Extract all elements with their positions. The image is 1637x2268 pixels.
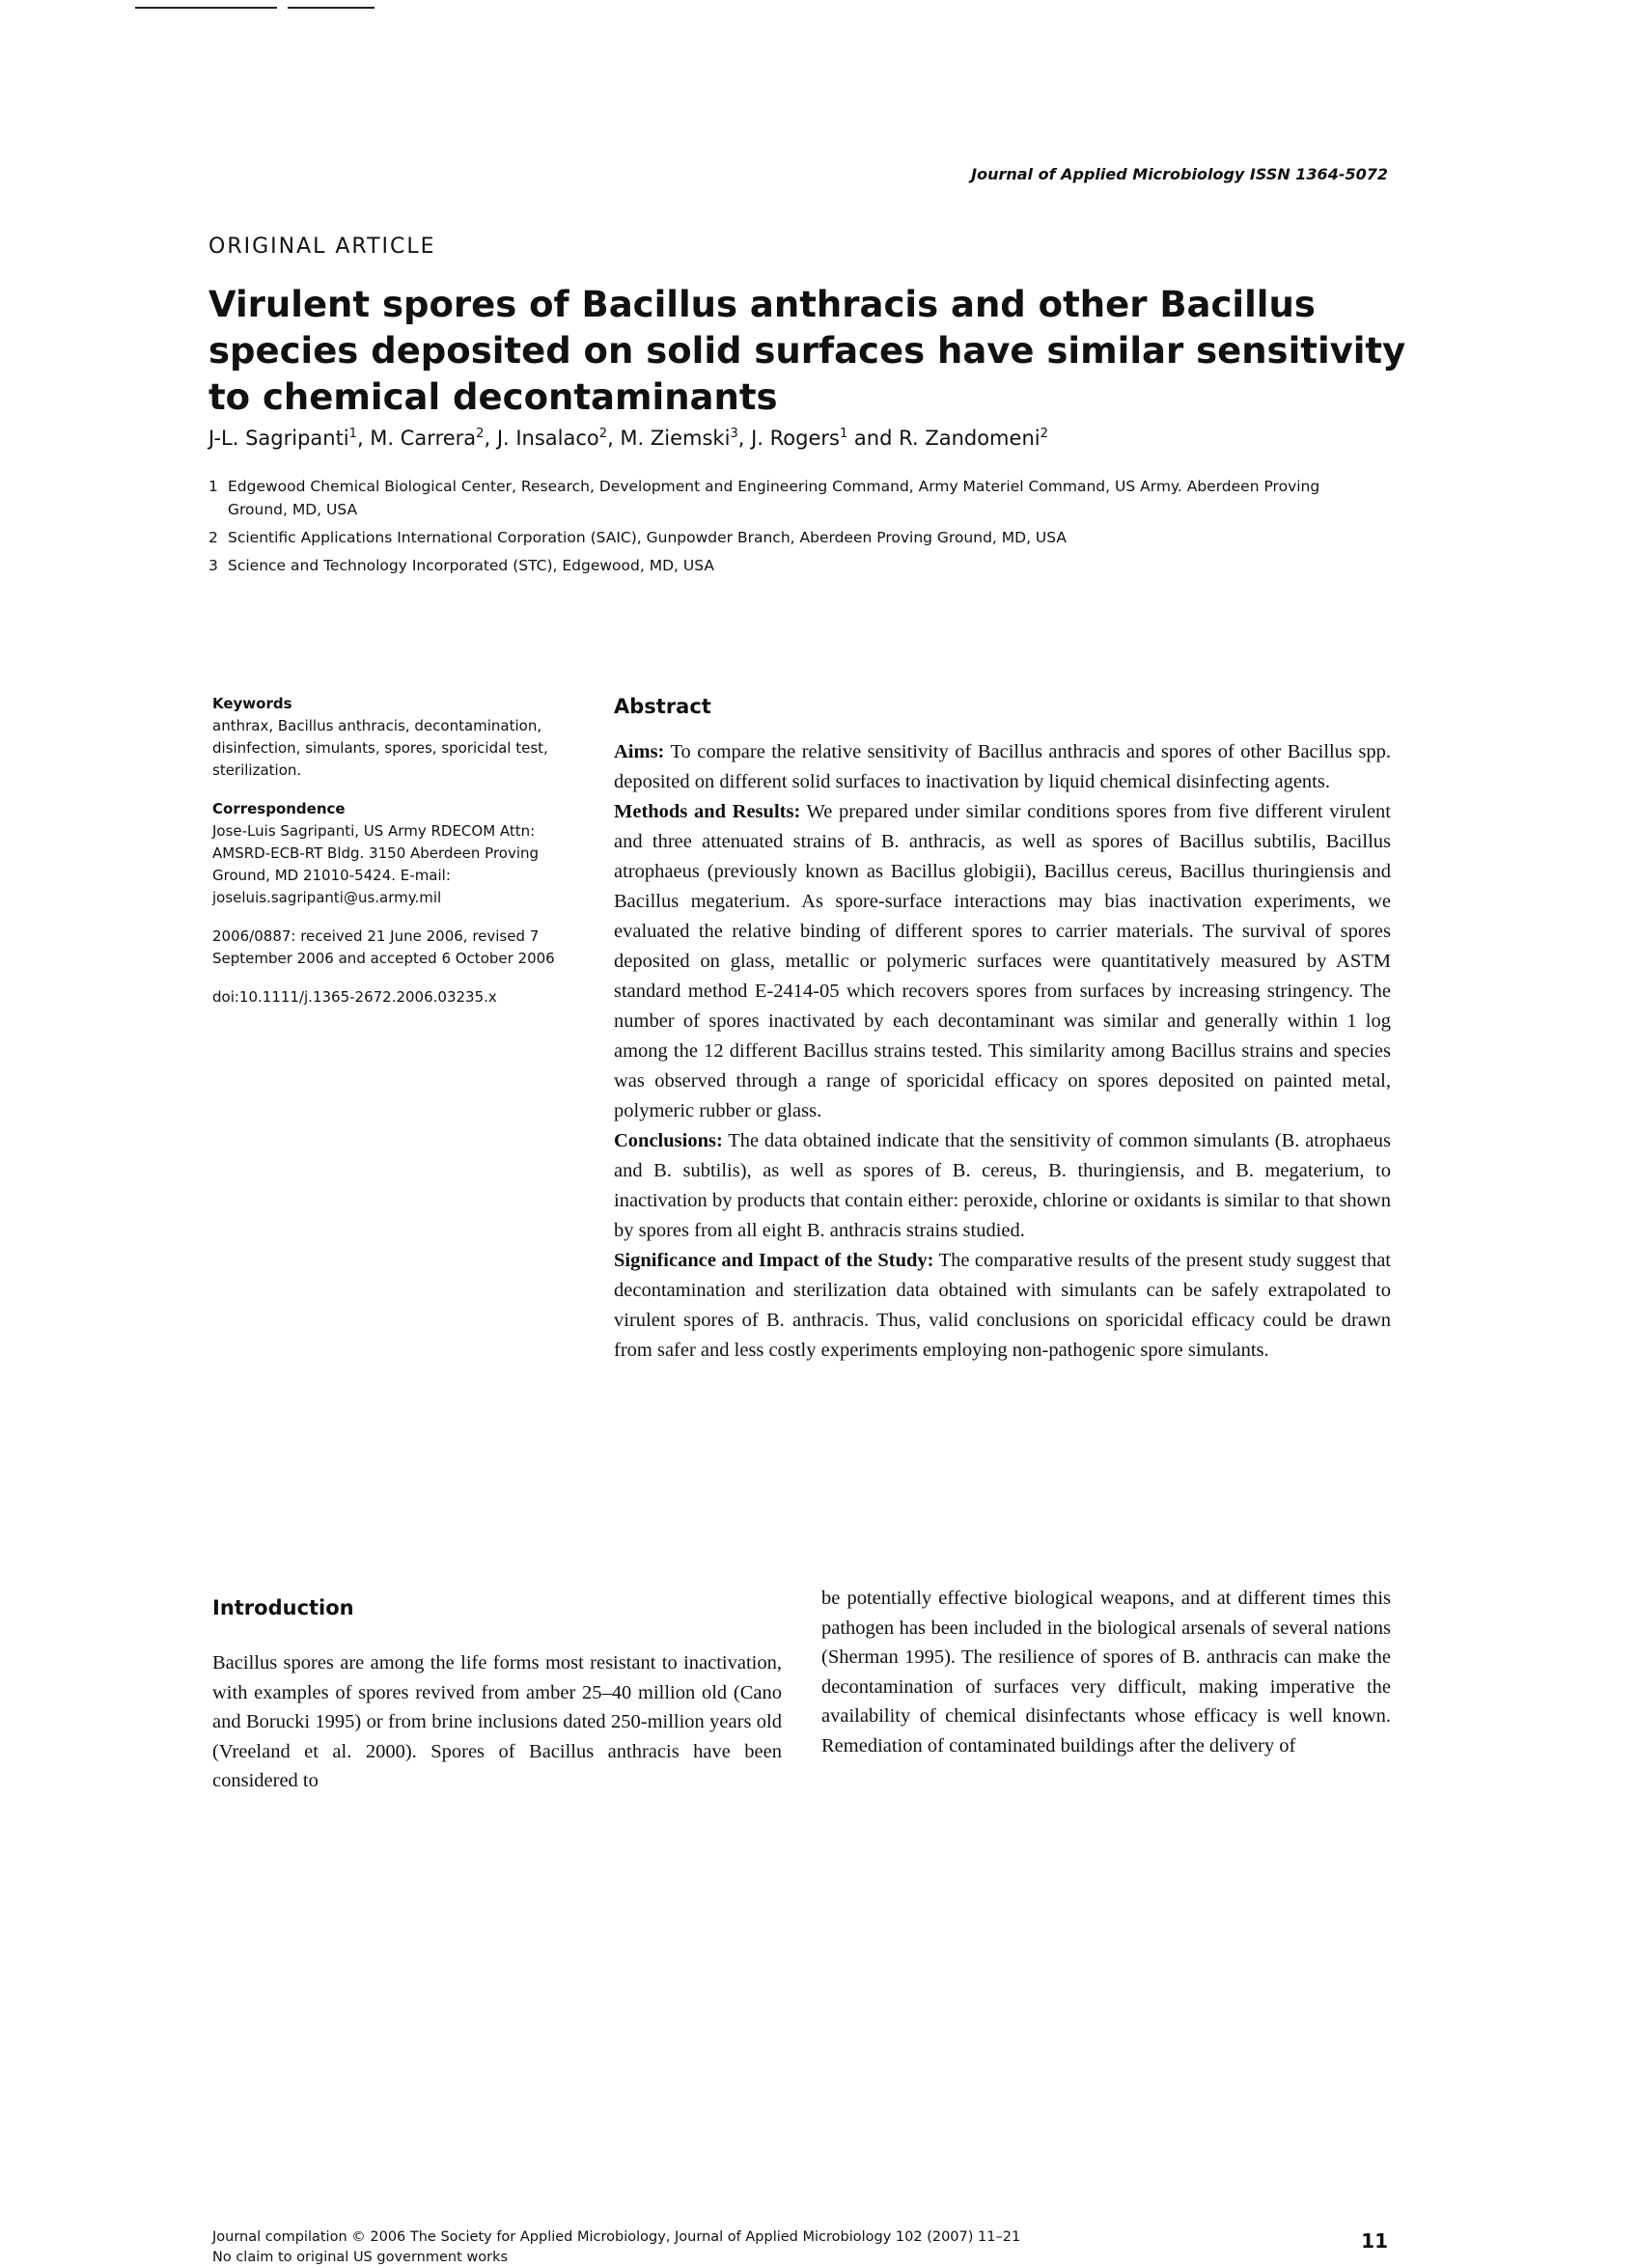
author-affil-mark: 2 bbox=[476, 427, 485, 441]
significance-text: The comparative results of the present study suggest that decontamination and sterilization data obtained with simulants can be safely extrapolated to virulent spores of B. anthracis. Thus, valid conclusions on sporicidal efficacy could be drawn from safer and less costly experiments employing non-pathogenic spore simulants. bbox=[614, 1250, 1391, 1361]
introduction-heading: Introduction bbox=[212, 1596, 354, 1619]
author-affil-mark: 1 bbox=[348, 427, 357, 441]
author-name: J-L. Sagripanti bbox=[208, 427, 349, 450]
conclusions-label: Conclusions: bbox=[614, 1130, 723, 1151]
methods-text: We prepared under similar conditions spores from five different virulent and three attenuated strains of B. anthracis, as well as spores of Bacillus subtilis, Bacillus atrophaeus (previously known as Bacillus globigii), Bacillus cereus, Bacillus thuringiensis and Bacillus megaterium. As spore-surface interactions may bias inactivation experiments, we evaluated the relative binding of different spores to carrier materials. The survival of spores deposited on glass, metallic or polymeric surfaces were quantitatively measured by ASTM standard method E-2414-05 which recovers spores from surfaces by increasing stringency. The number of spores inactivated by each decontaminant was similar and generally within 1 log among the 12 different Bacillus strains tested. This similarity among Bacillus strains and species was observed through a range of sporicidal efficacy on spores deposited on painted metal, polymeric rubber or glass. bbox=[614, 801, 1391, 1121]
author-affil-mark: 3 bbox=[730, 427, 738, 441]
affiliation-number: 3 bbox=[208, 557, 218, 574]
affiliation-text: Science and Technology Incorporated (STC), Edgewood, MD, USA bbox=[228, 557, 714, 574]
author-name: R. Zandomeni bbox=[899, 427, 1040, 450]
introduction-column-2: be potentially effective biological weapons, and at different times this pathogen has been included in the biological arsenals of several nations (Sherman 1995). The resilience of spores of B. anthracis can make the decontamination of surfaces very difficult, making imperative the availability of chemical disinfectants whose efficacy is well known. Remediation of contaminated buildings after the delivery of bbox=[821, 1588, 1391, 1756]
abstract-aims bbox=[614, 737, 1391, 797]
footer-notice bbox=[212, 2227, 1020, 2268]
affiliation-item bbox=[208, 475, 1376, 521]
correspondence-block bbox=[212, 798, 589, 909]
scan-artifact-line-right bbox=[288, 7, 375, 9]
keywords-heading: Keywords bbox=[212, 695, 292, 712]
author-name: J. Insalaco bbox=[496, 427, 599, 450]
abstract-significance bbox=[614, 1246, 1391, 1366]
affiliation-item bbox=[208, 554, 1376, 577]
history-text: 2006/0887: received 21 June 2006, revised 7 September 2006 and accepted 6 October 2006 bbox=[212, 927, 555, 967]
abstract-conclusions bbox=[614, 1126, 1391, 1246]
keywords-text: anthrax, Bacillus anthracis, decontamination, disinfection, simulants, spores, sporicidal test, sterilization. bbox=[212, 717, 548, 779]
aims-label: Aims: bbox=[614, 741, 665, 762]
correspondence-heading: Correspondence bbox=[212, 800, 346, 817]
author-name: M. Carrera bbox=[370, 427, 477, 450]
article-type-label: ORIGINAL ARTICLE bbox=[208, 235, 436, 259]
affiliation-text: Scientific Applications International Corporation (SAIC), Gunpowder Branch, Aberdeen Proving Ground, MD, USA bbox=[228, 529, 1068, 546]
author-affil-mark: 1 bbox=[839, 427, 848, 441]
significance-label: Significance and Impact of the Study: bbox=[614, 1250, 934, 1271]
author-affil-mark: 2 bbox=[1040, 427, 1048, 441]
abstract-heading: Abstract bbox=[614, 695, 711, 718]
footer-copyright: Journal compilation © 2006 The Society for Applied Microbiology, Journal of Applied Microbiology 102 (2007) 11–21 bbox=[212, 2229, 1021, 2245]
conclusions-text: The data obtained indicate that the sensitivity of common simulants (B. atrophaeus and B. subtilis), as well as spores of B. cereus, B. thuringiensis, and B. megaterium, to inactivation by products that contain either: peroxide, chlorine or oxidants is similar to that shown by spores from all eight B. anthracis strains studied. bbox=[614, 1130, 1391, 1241]
affiliations bbox=[208, 475, 1376, 582]
aims-text: To compare the relative sensitivity of Bacillus anthracis and spores of other Bacillus spp. deposited on different solid surfaces to inactivation by liquid chemical disinfecting agents. bbox=[614, 741, 1391, 792]
article-sidebar bbox=[212, 693, 589, 1025]
correspondence-text: Jose-Luis Sagripanti, US Army RDECOM Attn: AMSRD-ECB-RT Bldg. 3150 Aberdeen Proving Ground, MD 21010-5424. E-mail: joseluis.sagripanti@us.army.mil bbox=[212, 822, 540, 906]
author-list: J-L. Sagripanti$^1$, M. Carrera$^2$, J. Insalaco$^2$, M. Ziemski$^3$, J. Rogers$^1$ and R. Zandomeni$^2$ bbox=[208, 427, 1048, 450]
journal-issn: Journal of Applied Microbiology ISSN 1364-5072 bbox=[971, 165, 1388, 183]
author-name: M. Ziemski bbox=[620, 427, 731, 450]
methods-label: Methods and Results: bbox=[614, 801, 801, 822]
abstract-methods bbox=[614, 797, 1391, 1126]
affiliation-number: 2 bbox=[208, 529, 218, 546]
affiliation-text: Edgewood Chemical Biological Center, Research, Development and Engineering Command, Army Materiel Command, US Army. Aberdeen Proving Ground, MD, USA bbox=[228, 478, 1320, 518]
article-title: Virulent spores of Bacillus anthracis and other Bacillus species deposited on solid surfaces have similar sensitivity to chemical decontaminants bbox=[208, 284, 1406, 418]
scan-artifact-line-left bbox=[135, 7, 277, 9]
author-name: J. Rogers bbox=[751, 427, 840, 450]
author-joiner: and bbox=[853, 427, 893, 450]
author-affil-mark: 2 bbox=[598, 427, 608, 441]
doi-text: doi:10.1111/j.1365-2672.2006.03235.x bbox=[212, 988, 497, 1006]
affiliation-item bbox=[208, 526, 1376, 549]
footer-claim: No claim to original US government works bbox=[212, 2250, 509, 2265]
introduction-column-1: Bacillus spores are among the life forms most resistant to inactivation, with examples of spores revived from amber 25–40 million old (Cano and Borucki 1995) or from brine inclusions dated 250-million years old (Vreeland et al. 2000). Spores of Bacillus anthracis have been considered to bbox=[212, 1652, 782, 1791]
page-number: 11 bbox=[1361, 2229, 1388, 2253]
abstract-section bbox=[614, 692, 1391, 1366]
affiliation-number: 1 bbox=[208, 478, 218, 495]
keywords-block bbox=[212, 693, 589, 782]
